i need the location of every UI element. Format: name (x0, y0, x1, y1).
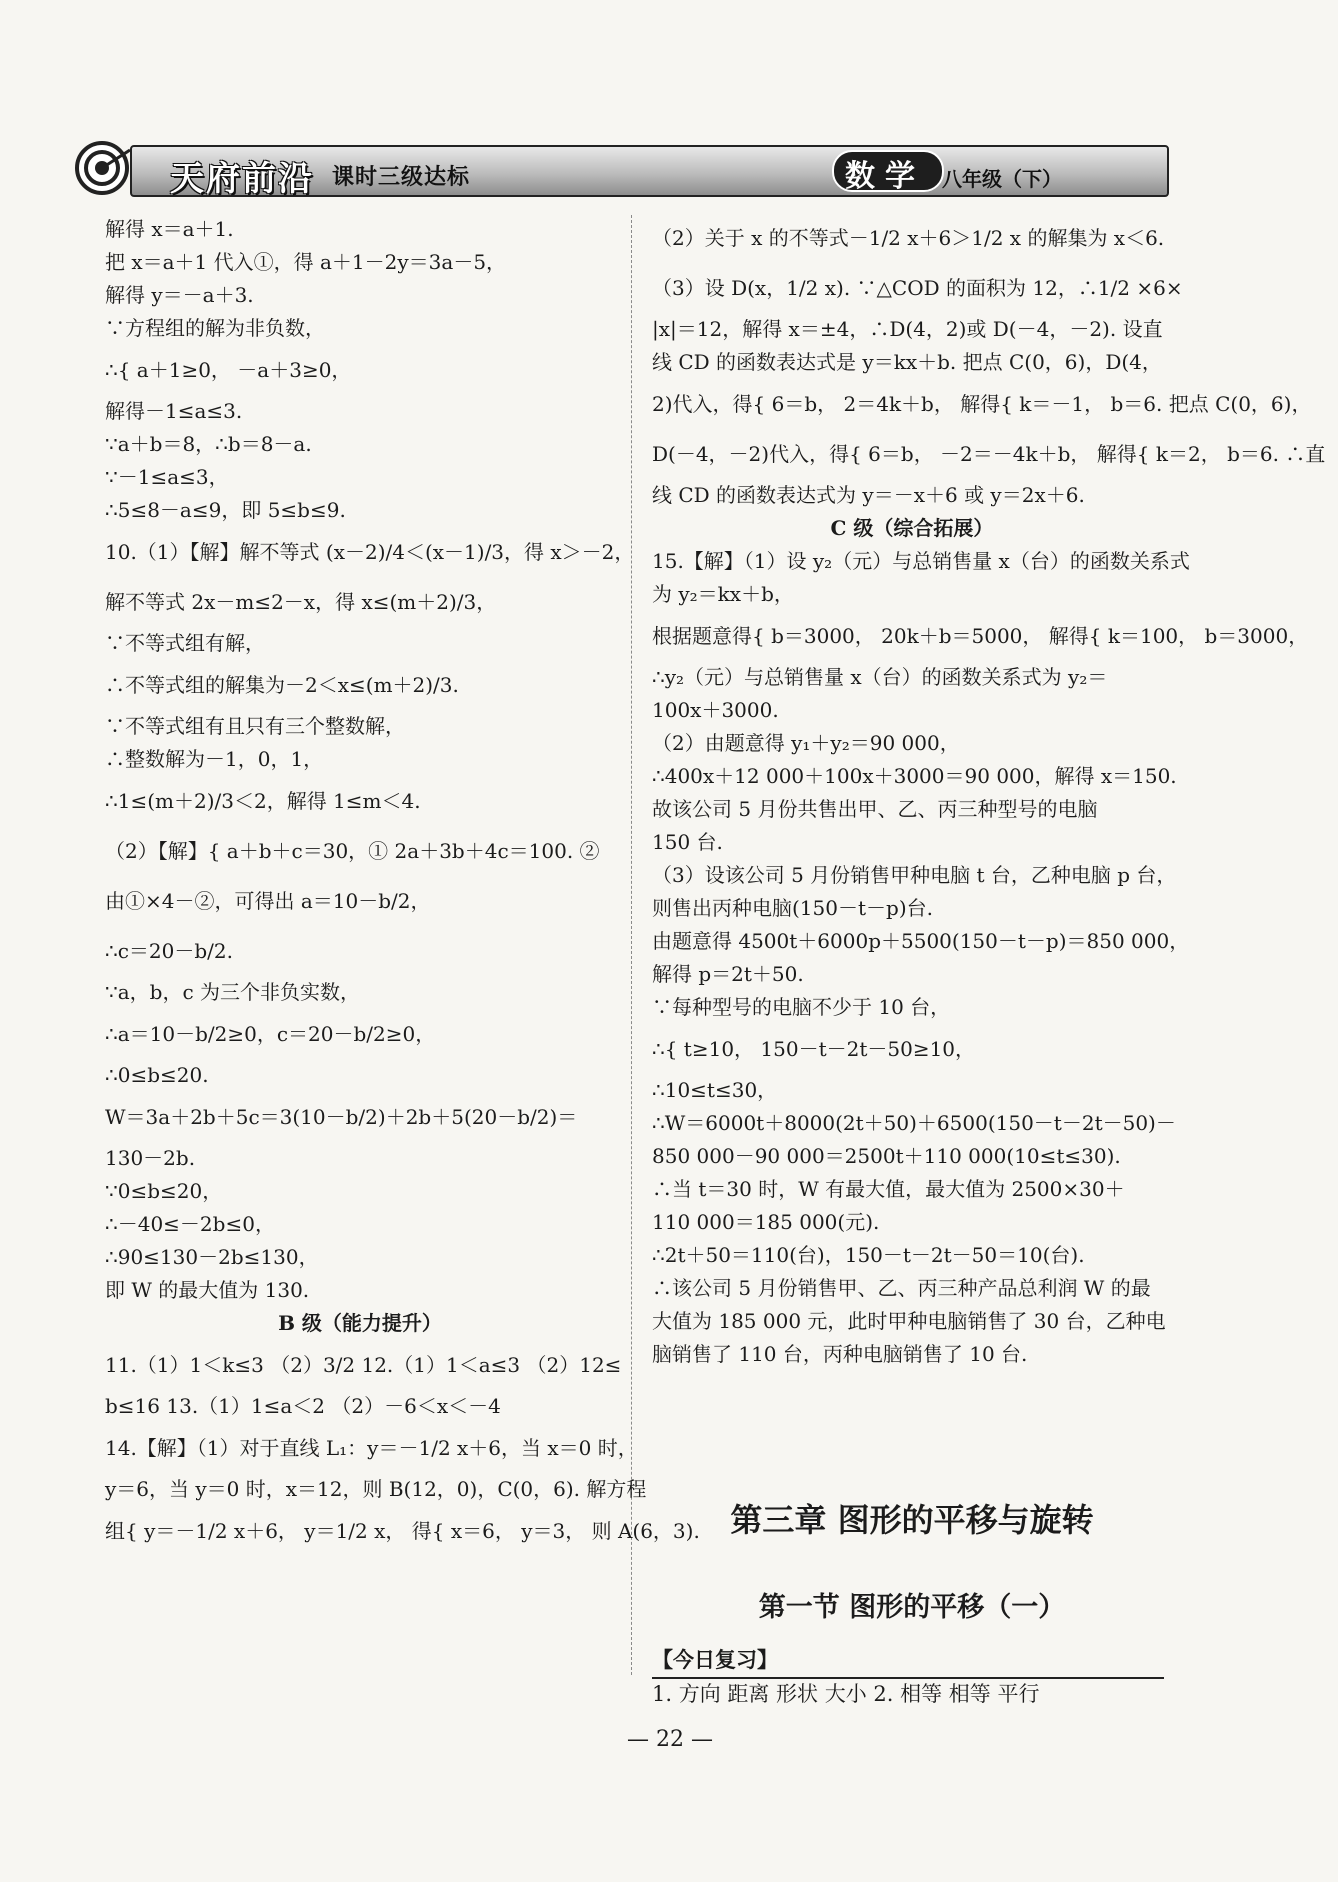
text-line: ∴1≤(m＋2)/3＜2，解得 1≤m＜4. (105, 789, 421, 813)
text-line: ∵a，b，c 为三个非负实数， (105, 980, 361, 1004)
text-line: ∴2t＋50＝110(台)，150－t－2t－50＝10(台). (652, 1243, 1085, 1267)
text-line: 大值为 185 000 元，此时甲种电脑销售了 30 台，乙种电 (652, 1309, 1166, 1333)
text-line: ∴W＝6000t＋8000(2t＋50)＋6500(150－t－2t－50)－ (652, 1111, 1176, 1135)
grade-label: 八年级（下） (942, 167, 1062, 191)
review-heading: 【今日复习】 (652, 1648, 778, 1672)
text-line: （3）设 D(x，1/2 x). ∵△COD 的面积为 12，∴1/2 ×6× (652, 276, 1183, 300)
target-icon (74, 140, 130, 196)
text-line: ∵－1≤a≤3， (105, 465, 229, 489)
text-line: 11.（1）1＜k≤3 （2）3/2 12.（1）1＜a≤3 （2）12≤ (105, 1353, 622, 1377)
text-line: 脑销售了 110 台，丙种电脑销售了 10 台. (652, 1342, 1028, 1366)
text-line: 10.（1）【解】解不等式 (x－2)/4＜(x－1)/3，得 x＞－2， (105, 540, 635, 564)
text-line: ∴90≤130－2b≤130， (105, 1245, 319, 1269)
text-line: 解得 p＝2t＋50. (652, 962, 804, 986)
text-line: 线 CD 的函数表达式是 y＝kx＋b. 把点 C(0，6)，D(4， (652, 350, 1162, 374)
text-line: 为 y₂＝kx＋b， (652, 582, 794, 606)
text-line: 130－2b. (105, 1146, 196, 1170)
text-line: （3）设该公司 5 月份销售甲种电脑 t 台，乙种电脑 p 台， (652, 863, 1177, 887)
text-line: 解不等式 2x－m≤2－x，得 x≤(m＋2)/3， (105, 590, 497, 614)
level-b-heading: B 级（能力提升） (278, 1311, 442, 1335)
text-line: 由题意得 4500t＋6000p＋5500(150－t－p)＝850 000， (652, 929, 1190, 953)
text-line: |x|＝12，解得 x＝±4，∴D(4，2)或 D(－4，－2). 设直 (652, 317, 1163, 341)
text-line: ∵不等式组有解， (105, 631, 265, 655)
text-line: 解得－1≤a≤3. (105, 399, 243, 423)
text-line: 15.【解】（1）设 y₂（元）与总销售量 x（台）的函数关系式 (652, 549, 1190, 573)
text-line: 线 CD 的函数表达式为 y＝－x＋6 或 y＝2x＋6. (652, 483, 1085, 507)
text-line: ∴a＝10－b/2≥0，c＝20－b/2≥0， (105, 1022, 436, 1046)
text-line: 由①×4－②，可得出 a＝10－b/2， (105, 889, 431, 913)
text-line: D(－4，－2)代入，得{ 6＝b， －2＝－4k＋b， 解得{ k＝2， b＝6. ∴直 (652, 442, 1326, 466)
text-line: ∴{ a＋1≥0， －a＋3≥0， (105, 358, 352, 382)
subject-label: 数学 (845, 159, 925, 194)
text-line: ∵a＋b＝8，∴b＝8－a. (105, 432, 312, 456)
text-line: 把 x＝a＋1 代入①，得 a＋1－2y＝3a－5， (105, 250, 507, 274)
text-line: 14.【解】（1）对于直线 L₁：y＝－1/2 x＋6，当 x＝0 时， (105, 1436, 638, 1460)
text-line: W＝3a＋2b＋5c＝3(10－b/2)＋2b＋5(20－b/2)＝ (105, 1105, 578, 1129)
text-line: ∴整数解为－1，0，1， (105, 747, 324, 771)
text-line: ∵方程组的解为非负数， (105, 316, 325, 340)
text-line: ∵每种型号的电脑不少于 10 台， (652, 995, 951, 1019)
text-line: 850 000－90 000＝2500t＋110 000(10≤t≤30). (652, 1144, 1121, 1168)
text-line: ∴当 t＝30 时，W 有最大值，最大值为 2500×30＋ (652, 1177, 1125, 1201)
text-line: ∴该公司 5 月份销售甲、乙、丙三种产品总利润 W 的最 (652, 1276, 1151, 1300)
text-line: 150 台. (652, 830, 723, 854)
text-line: 组{ y＝－1/2 x＋6， y＝1/2 x， 得{ x＝6， y＝3， 则 A(6，3). (105, 1519, 700, 1543)
chapter-title: 第三章 图形的平移与旋转 (730, 1501, 1094, 1539)
text-line: 解得 x＝a＋1. (105, 217, 234, 241)
text-line: 则售出丙种电脑(150－t－p)台. (652, 896, 933, 920)
text-line: （2）关于 x 的不等式－1/2 x＋6＞1/2 x 的解集为 x＜6. (652, 226, 1165, 250)
header-subtitle: 课时三级达标 (332, 165, 471, 190)
text-line: ∴－40≤－2b≤0， (105, 1212, 275, 1236)
text-line: ∴c＝20－b/2. (105, 939, 233, 963)
text-line: ∴5≤8－a≤9，即 5≤b≤9. (105, 498, 346, 522)
text-line: 解得 y＝－a＋3. (105, 283, 254, 307)
level-c-heading: C 级（综合拓展） (830, 516, 994, 540)
text-line: ∵不等式组有且只有三个整数解， (105, 714, 405, 738)
text-line: ∴{ t≥10， 150－t－2t－50≥10， (652, 1037, 976, 1061)
text-line: b≤16 13.（1）1≤a＜2 （2）－6＜x＜－4 (105, 1394, 501, 1418)
text-line: （2）【解】{ a＋b＋c＝30，① 2a＋3b＋4c＝100. ② (105, 839, 600, 863)
text-line: 100x＋3000. (652, 698, 779, 722)
text-line: 即 W 的最大值为 130. (105, 1278, 310, 1302)
text-line: ∴不等式组的解集为－2＜x≤(m＋2)/3. (105, 673, 459, 697)
text-line: ∴10≤t≤30， (652, 1078, 778, 1102)
review-answers: 1. 方向 距离 形状 大小 2. 相等 相等 平行 (652, 1682, 1040, 1706)
brand-title: 天府前沿 (170, 159, 314, 199)
text-line: （2）由题意得 y₁＋y₂＝90 000， (652, 731, 960, 755)
text-line: ∴y₂（元）与总销售量 x（台）的函数关系式为 y₂＝ (652, 665, 1108, 689)
text-line: 根据题意得{ b＝3000， 20k＋b＝5000， 解得{ k＝100， b＝3000， (652, 624, 1309, 648)
text-line: 110 000＝185 000(元). (652, 1210, 880, 1234)
right-column (652, 213, 1326, 1371)
text-line: ∴400x＋12 000＋100x＋3000＝90 000，解得 x＝150. (652, 764, 1177, 788)
text-line: 故该公司 5 月份共售出甲、乙、丙三种型号的电脑 (652, 797, 1098, 821)
text-line: ∵0≤b≤20， (105, 1179, 223, 1203)
text-line: 2)代入，得{ 6＝b， 2＝4k＋b， 解得{ k＝－1， b＝6. 把点 C(0，6)， (652, 392, 1312, 416)
text-line: ∴0≤b≤20. (105, 1063, 209, 1087)
page-number: — 22 — (627, 1727, 713, 1752)
section-title: 第一节 图形的平移（一） (758, 1592, 1066, 1623)
text-line: y＝6，当 y＝0 时，x＝12，则 B(12，0)，C(0，6). 解方程 (105, 1477, 647, 1501)
